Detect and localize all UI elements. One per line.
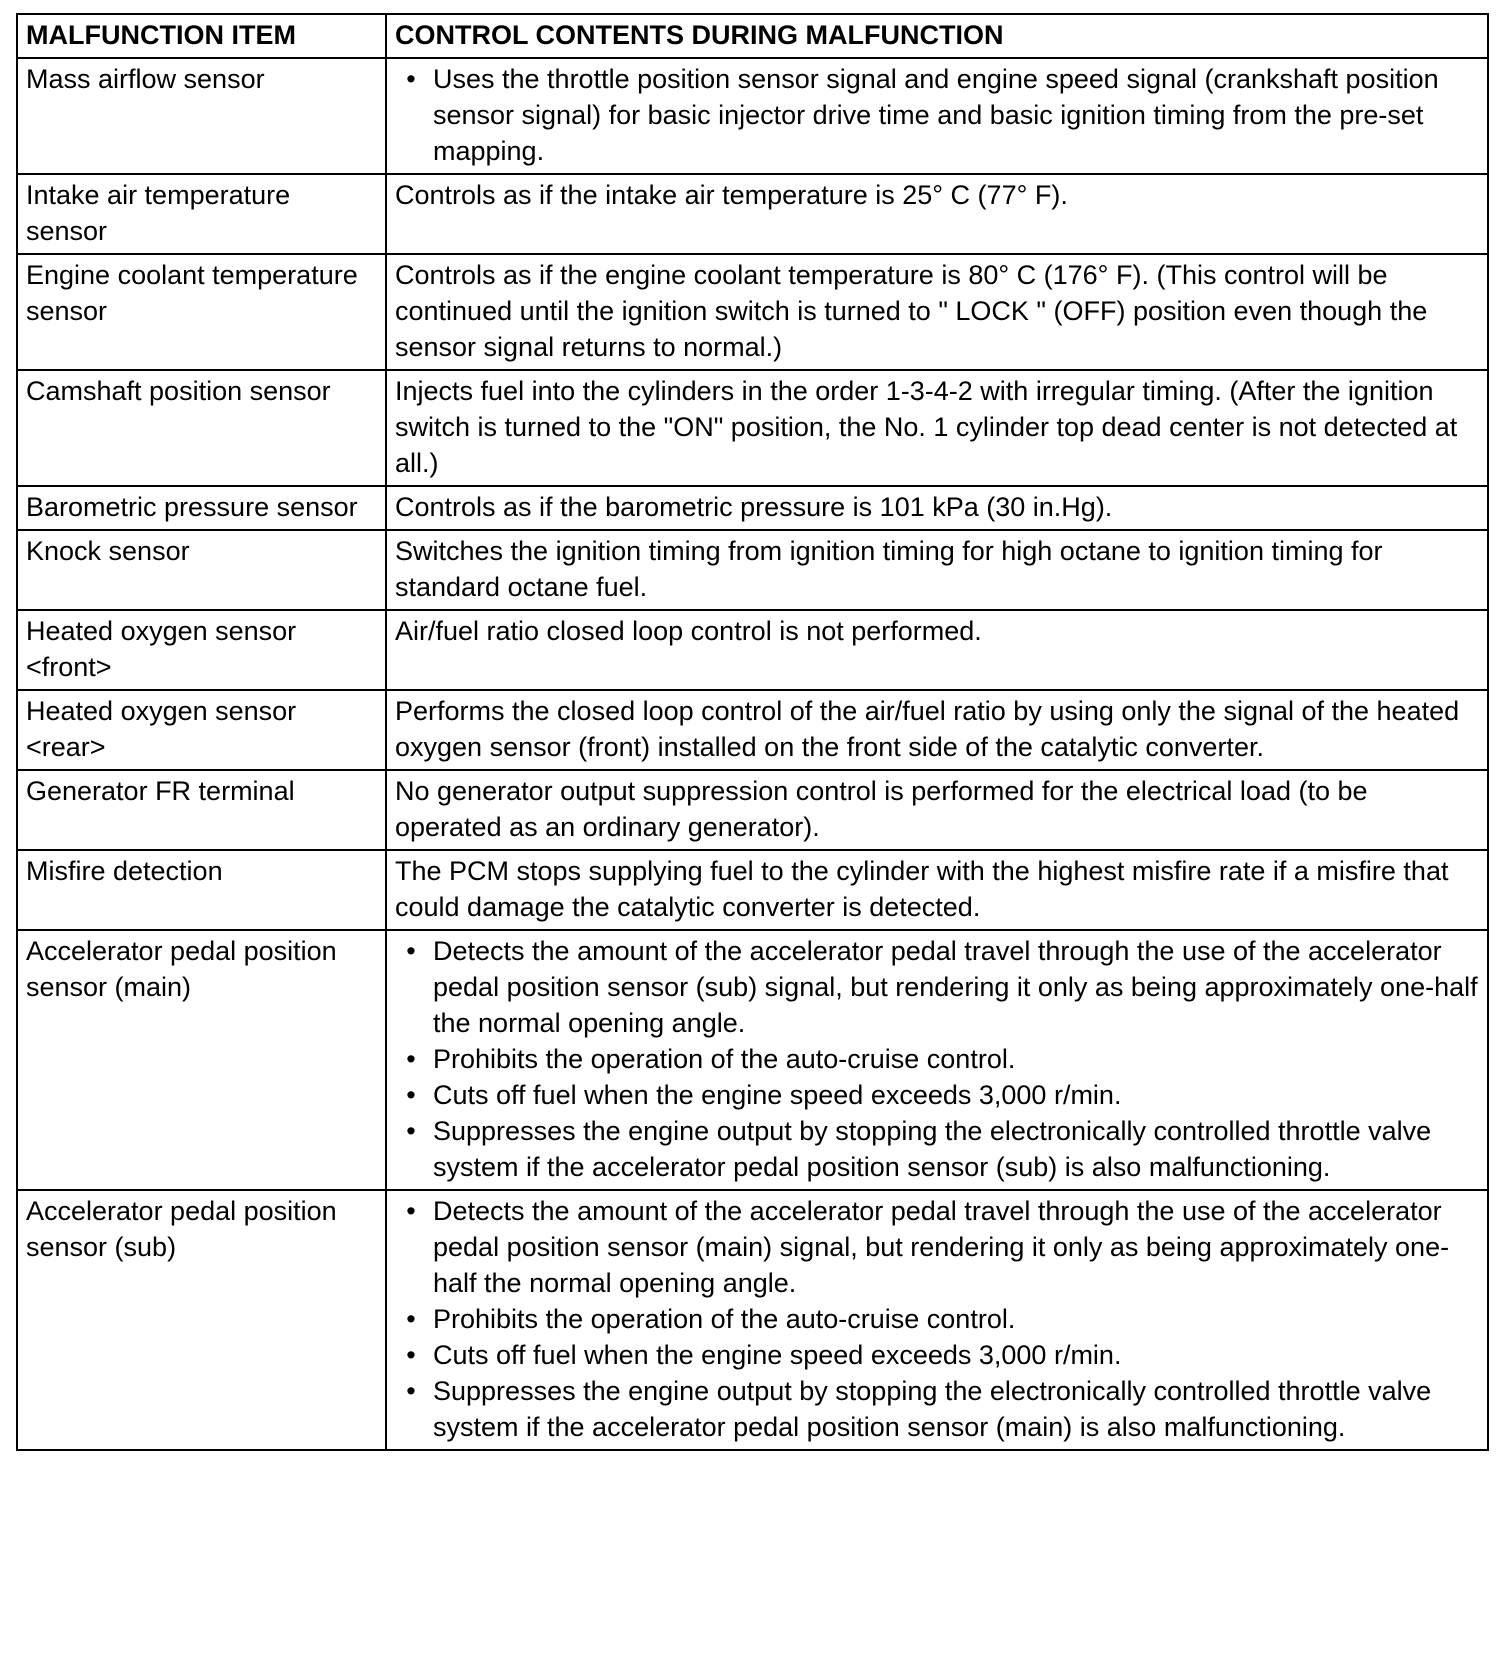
table-row <box>17 530 1488 610</box>
bullet-list <box>395 61 1479 169</box>
malfunction-item-cell: Knock sensor <box>17 530 386 610</box>
bullet-icon: • <box>406 1376 416 1406</box>
table-row <box>17 174 1488 254</box>
list-item: • Cuts off fuel when the engine speed exceeds 3,000 r/min. <box>433 1077 1479 1113</box>
malfunction-item-cell: Accelerator pedal position sensor (main) <box>17 930 386 1190</box>
header-malfunction-item: MALFUNCTION ITEM <box>17 14 386 58</box>
list-item: • Prohibits the operation of the auto-cruise control. <box>433 1041 1479 1077</box>
malfunction-item-cell: Camshaft position sensor <box>17 370 386 486</box>
malfunction-item-cell: Misfire detection <box>17 850 386 930</box>
table-row <box>17 370 1488 486</box>
bullet-icon: • <box>406 1340 416 1370</box>
malfunction-control-table <box>16 13 1489 1451</box>
table-row <box>17 850 1488 930</box>
malfunction-item-cell: Intake air temperature sensor <box>17 174 386 254</box>
bullet-icon: • <box>406 1080 416 1110</box>
bullet-list <box>395 933 1479 1185</box>
control-contents-cell: Controls as if the barometric pressure is 101 kPa (30 in.Hg). <box>386 486 1488 530</box>
malfunction-item-cell: Accelerator pedal position sensor (sub) <box>17 1190 386 1450</box>
list-item: • Detects the amount of the accelerator pedal travel through the use of the accelerator pedal position sensor (sub) signal, but rendering it only as being approximately one-half the normal opening angle. <box>433 933 1479 1041</box>
malfunction-item-cell: Barometric pressure sensor <box>17 486 386 530</box>
control-contents-cell: Performs the closed loop control of the air/fuel ratio by using only the signal of the heated oxygen sensor (front) installed on the front side of the catalytic converter. <box>386 690 1488 770</box>
bullet-icon: • <box>406 1116 416 1146</box>
control-contents-cell <box>386 58 1488 174</box>
list-item: • Suppresses the engine output by stopping the electronically controlled throttle valve system if the accelerator pedal position sensor (sub) is also malfunctioning. <box>433 1113 1479 1185</box>
bullet-icon: • <box>406 64 416 94</box>
control-contents-cell: Air/fuel ratio closed loop control is not performed. <box>386 610 1488 690</box>
table-row <box>17 58 1488 174</box>
control-contents-cell <box>386 1190 1488 1450</box>
list-item: • Cuts off fuel when the engine speed exceeds 3,000 r/min. <box>433 1337 1479 1373</box>
control-contents-cell: Injects fuel into the cylinders in the order 1-3-4-2 with irregular timing. (After the ignition switch is turned to the "ON" position, the No. 1 cylinder top dead center is not detected at all.) <box>386 370 1488 486</box>
table-row <box>17 254 1488 370</box>
bullet-list <box>395 1193 1479 1445</box>
header-control-contents: CONTROL CONTENTS DURING MALFUNCTION <box>386 14 1488 58</box>
table-row <box>17 486 1488 530</box>
table-row <box>17 930 1488 1190</box>
table-row <box>17 770 1488 850</box>
list-item: • Prohibits the operation of the auto-cruise control. <box>433 1301 1479 1337</box>
table-row <box>17 610 1488 690</box>
bullet-icon: • <box>406 1304 416 1334</box>
table-row <box>17 690 1488 770</box>
control-contents-cell <box>386 930 1488 1190</box>
table-header-row <box>17 14 1488 58</box>
malfunction-item-cell: Engine coolant temperature sensor <box>17 254 386 370</box>
bullet-icon: • <box>406 936 416 966</box>
bullet-icon: • <box>406 1044 416 1074</box>
control-contents-cell: No generator output suppression control is performed for the electrical load (to be operated as an ordinary generator). <box>386 770 1488 850</box>
malfunction-item-cell: Heated oxygen sensor <rear> <box>17 690 386 770</box>
table-row <box>17 1190 1488 1450</box>
control-contents-cell: Controls as if the engine coolant temperature is 80° C (176° F). (This control will be continued until the ignition switch is turned to " LOCK " (OFF) position even though the sensor signal returns to normal.) <box>386 254 1488 370</box>
control-contents-cell: The PCM stops supplying fuel to the cylinder with the highest misfire rate if a misfire that could damage the catalytic converter is detected. <box>386 850 1488 930</box>
control-contents-cell: Switches the ignition timing from ignition timing for high octane to ignition timing for standard octane fuel. <box>386 530 1488 610</box>
bullet-icon: • <box>406 1196 416 1226</box>
list-item: • Uses the throttle position sensor signal and engine speed signal (crankshaft position sensor signal) for basic injector drive time and basic ignition timing from the pre-set mapping. <box>433 61 1479 169</box>
malfunction-item-cell: Generator FR terminal <box>17 770 386 850</box>
list-item: • Suppresses the engine output by stopping the electronically controlled throttle valve system if the accelerator pedal position sensor (main) is also malfunctioning. <box>433 1373 1479 1445</box>
malfunction-item-cell: Heated oxygen sensor <front> <box>17 610 386 690</box>
malfunction-item-cell: Mass airflow sensor <box>17 58 386 174</box>
control-contents-cell: Controls as if the intake air temperature is 25° C (77° F). <box>386 174 1488 254</box>
list-item: • Detects the amount of the accelerator pedal travel through the use of the accelerator pedal position sensor (main) signal, but rendering it only as being approximately one-half the normal opening angle. <box>433 1193 1479 1301</box>
